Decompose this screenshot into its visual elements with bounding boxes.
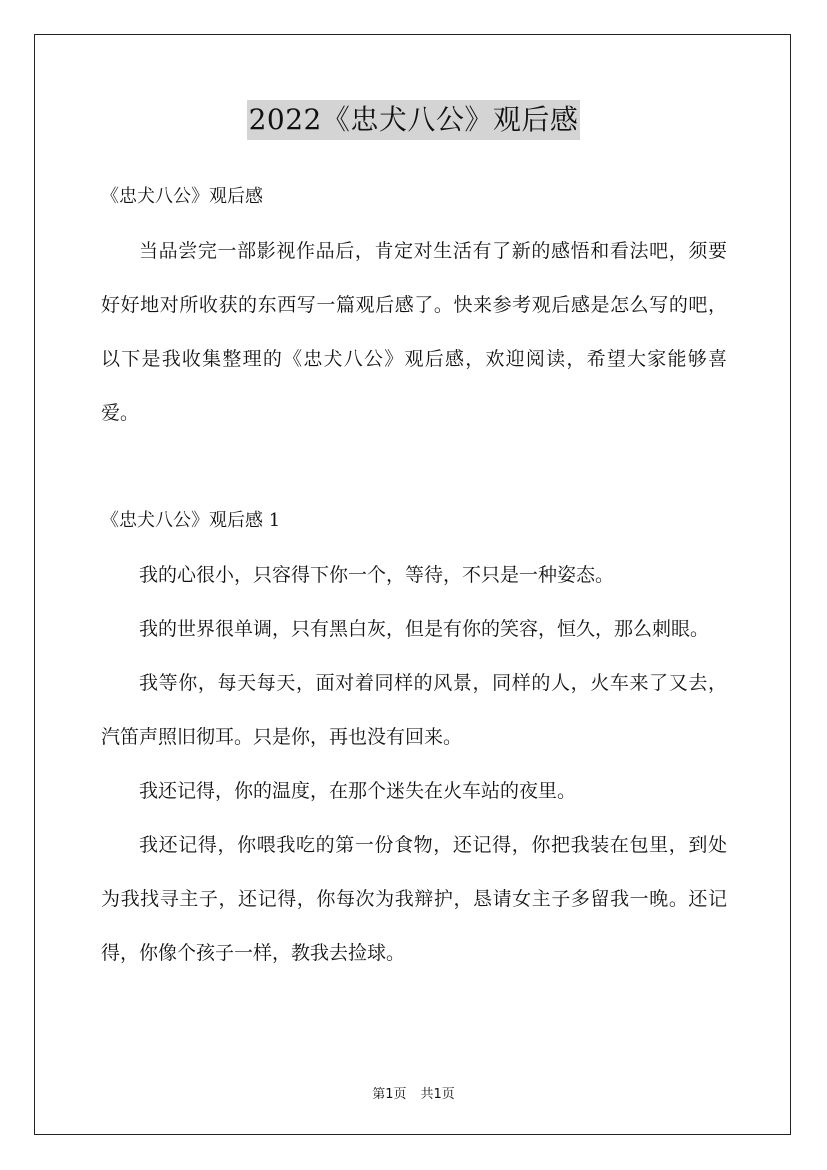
document-title: 2022《忠犬八公》观后感 [247, 100, 581, 140]
page-number: 第1页 [372, 1087, 407, 1102]
page-total: 共1页 [420, 1087, 455, 1102]
intro-heading: 《忠犬八公》观后感 [101, 186, 263, 207]
page-footer [0, 1083, 827, 1102]
body-paragraph: 我的心很小，只容得下你一个，等待，不只是一种姿态。 [139, 564, 615, 586]
section1-heading: 《忠犬八公》观后感 1 [101, 510, 281, 531]
body-paragraph: 我等你，每天每天，面对着同样的风景，同样的人，火车来了又去，汽笛声照旧彻耳。只是你，再也没有回来。 [101, 672, 727, 748]
title-container [0, 100, 827, 140]
body-paragraph: 我还记得，你喂我吃的第一份食物，还记得，你把我装在包里，到处为我找寻主子，还记得，你每次为我辩护，恳请女主子多留我一晚。还记得，你像个孩子一样，教我去捡球。 [101, 834, 727, 964]
document-body [101, 170, 727, 980]
intro-paragraph: 当品尝完一部影视作品后，肯定对生活有了新的感悟和看法吧，须要好好地对所收获的东西写一篇观后感了。快来参考观后感是怎么写的吧，以下是我收集整理的《忠犬八公》观后感，欢迎阅读，希望大家能够喜爱。 [101, 240, 727, 424]
body-paragraph: 我还记得，你的温度，在那个迷失在火车站的夜里。 [139, 780, 577, 802]
section-spacer [101, 440, 727, 494]
body-paragraph: 我的世界很单调，只有黑白灰，但是有你的笑容，恒久，那么刺眼。 [139, 618, 710, 640]
